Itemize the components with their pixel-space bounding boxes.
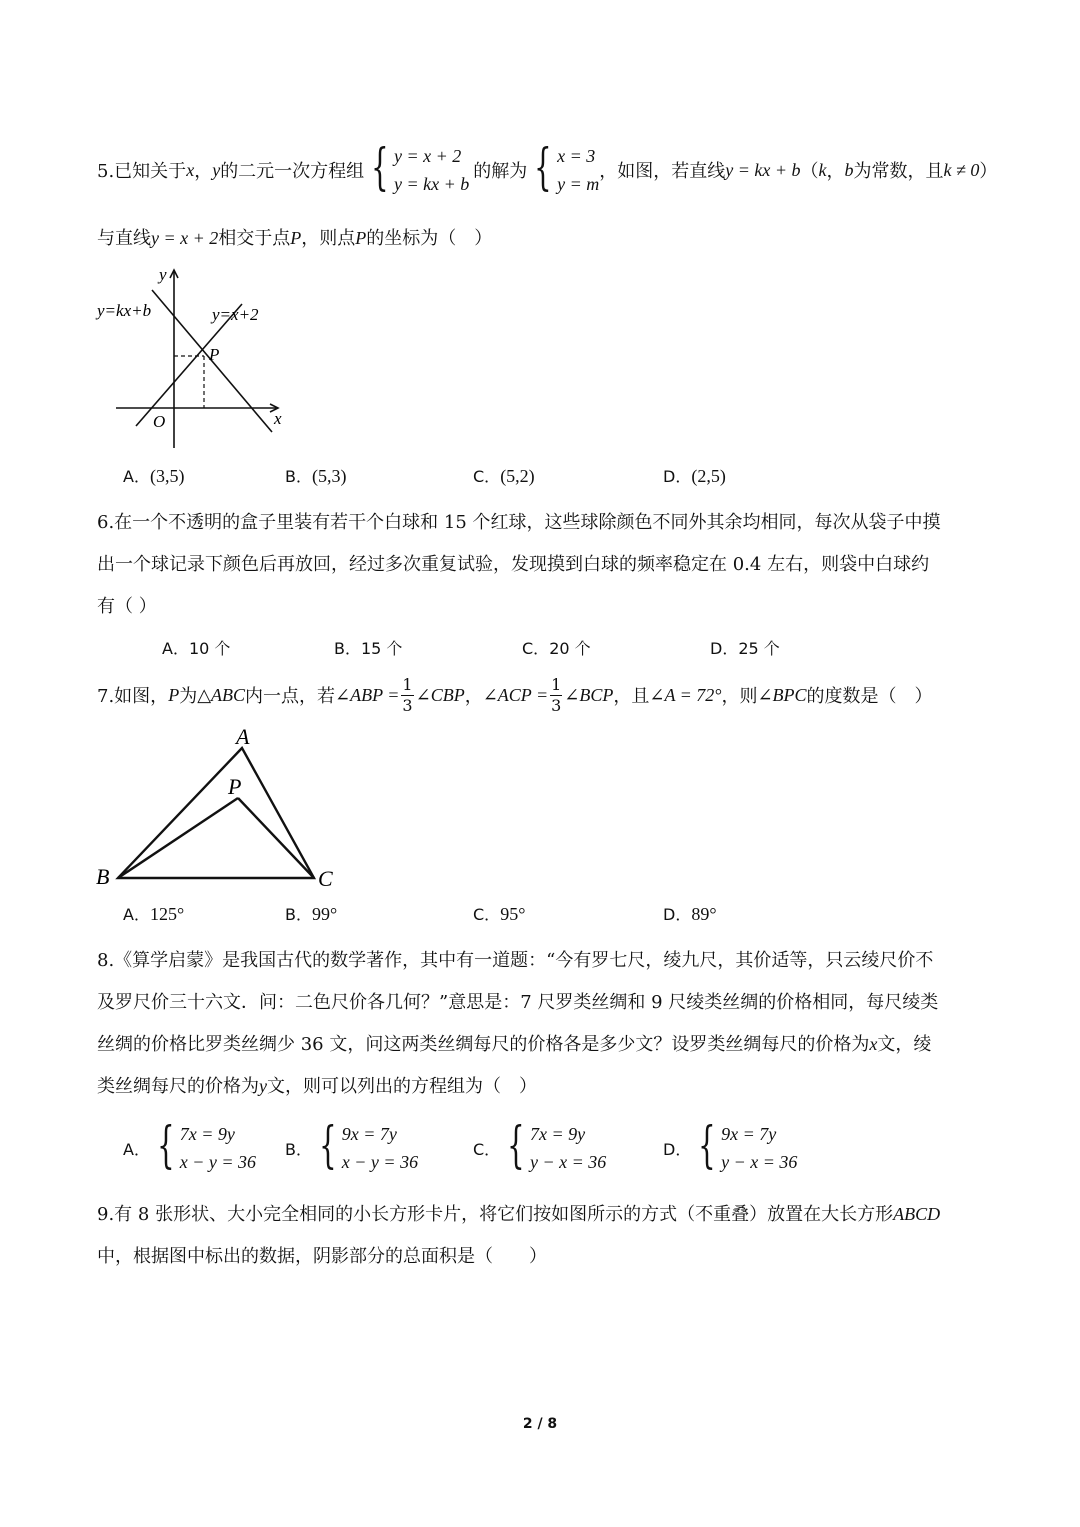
- option-c[interactable]: [473, 464, 535, 487]
- option-a[interactable]: [123, 464, 184, 487]
- q5-text: 的坐标为（ ）: [366, 228, 493, 249]
- q6-line2: 出一个球记录下颜色后再放回，经过多次重复试验，发现摸到白球的频率稳定在 0.4 左右，则袋中白球约: [97, 554, 930, 575]
- option-b[interactable]: [285, 902, 337, 925]
- equation-system-1: { y = x + 2 y = kx + b: [371, 138, 470, 196]
- option-letter: D．: [663, 1139, 692, 1159]
- option-letter: D．: [663, 905, 692, 924]
- label-line1: y=kx+b: [97, 301, 152, 320]
- option-letter: A．: [123, 1139, 150, 1159]
- q8-text: 文，绫: [877, 1034, 932, 1055]
- angle-expression: ∠BPC: [757, 684, 807, 705]
- q7-text: 7.如图，: [97, 686, 169, 707]
- q5-text: 的二元一次方程组: [220, 161, 365, 182]
- label-a: A: [236, 724, 250, 749]
- equation: y − x = 36: [530, 1152, 607, 1172]
- var-y: y: [259, 1076, 267, 1096]
- q8-line3: [97, 1030, 931, 1056]
- option-letter: C．: [522, 639, 550, 658]
- option-d[interactable]: [710, 636, 780, 659]
- label-p: P: [228, 774, 242, 799]
- option-letter: A．: [162, 639, 189, 658]
- equation: x = 3: [557, 146, 596, 166]
- option-c[interactable]: [473, 902, 525, 925]
- q9-line2: 中，根据图中标出的数据，阴影部分的总面积是（ ）: [97, 1246, 547, 1267]
- fraction-one-third: [401, 675, 413, 716]
- option-letter: C．: [473, 1139, 501, 1159]
- angle-expression: ∠ABP =: [335, 684, 400, 705]
- option-value: (5,3): [311, 466, 347, 486]
- option-value: (5,2): [500, 466, 535, 486]
- q6-line3: 有（ ）: [97, 596, 157, 617]
- q5-text: 与直线: [97, 228, 151, 249]
- numerator: 1: [551, 674, 562, 694]
- option-a[interactable]: [123, 902, 184, 925]
- option-letter: B．: [334, 639, 361, 658]
- q5-line1: [97, 140, 997, 200]
- comma: ，: [464, 686, 483, 707]
- option-b[interactable]: [285, 464, 346, 487]
- angle-expression: ∠ACP =: [482, 684, 549, 705]
- q8-text: 类丝绸每尺的价格为: [97, 1076, 259, 1097]
- point-p: P: [168, 684, 180, 705]
- equation: y = x + 2: [394, 146, 462, 166]
- equation: y = kx + b: [725, 159, 801, 180]
- option-letter: D．: [710, 639, 739, 658]
- equation: 7x = 9y: [530, 1124, 586, 1144]
- q7-text: 内一点，若: [245, 686, 336, 707]
- angle-expression: ∠CBP: [415, 684, 465, 705]
- equation: 7x = 9y: [179, 1124, 235, 1144]
- var-y: y: [212, 159, 221, 180]
- q5-options: [123, 464, 823, 488]
- q8-text: 文，则可以列出的方程组为（ ）: [267, 1076, 537, 1097]
- q8-options: [123, 1116, 843, 1180]
- q6-options: [162, 636, 862, 660]
- q5-text: 的解为: [473, 161, 528, 182]
- option-value: 99°: [311, 904, 338, 924]
- q7-options: [123, 902, 823, 926]
- segment-bp: [118, 798, 238, 878]
- q5-graph: [92, 262, 302, 454]
- equation-system: { 9x = 7y x − y = 36: [319, 1116, 419, 1174]
- option-b[interactable]: [285, 1116, 418, 1180]
- equation: y = kx + b: [394, 174, 470, 194]
- label-y: y: [159, 265, 167, 284]
- fraction-one-third: [550, 675, 562, 716]
- q8-line2: 及罗尺价三十六文．问：二色尺价各几何？”意思是：7 尺罗类丝绸和 9 尺绫类丝绸的价格相同，每尺绫类: [97, 992, 939, 1013]
- angle-expression: ∠A = 72°: [649, 684, 722, 705]
- option-value: 125°: [149, 904, 185, 924]
- q5-text: 相交于点: [218, 228, 291, 249]
- option-letter: C．: [473, 905, 501, 924]
- equation: 9x = 7y: [721, 1124, 777, 1144]
- option-d[interactable]: [663, 1116, 797, 1180]
- label-c: C: [318, 866, 333, 891]
- label-p: P: [209, 345, 220, 364]
- q7-triangle-figure: [92, 722, 352, 894]
- option-value: (2,5): [691, 466, 726, 486]
- equation-system: { 9x = 7y y − x = 36: [698, 1116, 798, 1174]
- q8-line1: 8.《算学启蒙》是我国古代的数学著作，其中有一道题：“今有罗七尺，绫九尺，其价适等，只云绫尺价不: [97, 950, 934, 971]
- q5-text: 5.已知关于: [97, 161, 187, 182]
- angle-expression: ∠BCP: [564, 684, 614, 705]
- equation-system: { 7x = 9y y − x = 36: [507, 1116, 607, 1174]
- q9-text: 9.有 8 张形状、大小完全相同的小长方形卡片，将它们按如图所示的方式（不重叠）放置在大长方形: [97, 1204, 894, 1225]
- equation-system: { 7x = 9y x − y = 36: [157, 1116, 257, 1174]
- option-letter: A．: [123, 905, 150, 924]
- option-c[interactable]: [522, 636, 591, 659]
- option-value: 89°: [691, 904, 717, 924]
- equation: y = m: [557, 174, 600, 194]
- comma: ，: [826, 161, 845, 182]
- q5-text: ）: [979, 161, 998, 182]
- equation: x − y = 36: [341, 1152, 419, 1172]
- var-x: x: [186, 159, 195, 180]
- q5-line2: [97, 224, 492, 250]
- option-letter: B．: [285, 905, 312, 924]
- point-p: P: [290, 228, 302, 248]
- option-a[interactable]: [162, 636, 230, 659]
- option-letter: D．: [663, 467, 692, 486]
- option-value: 15 个: [360, 639, 403, 658]
- label-x: x: [274, 409, 282, 428]
- option-value: 25 个: [738, 639, 780, 658]
- q9-line1: [97, 1200, 940, 1226]
- equation: y − x = 36: [721, 1152, 798, 1172]
- q7-text: ，则: [721, 686, 758, 707]
- option-c[interactable]: [473, 1116, 606, 1180]
- option-d[interactable]: [663, 902, 717, 925]
- var-x: x: [869, 1034, 878, 1054]
- q7-text: 的度数是（ ）: [806, 686, 933, 707]
- option-value: 95°: [500, 904, 526, 924]
- equation: y = x + 2: [151, 228, 219, 248]
- option-a[interactable]: [123, 1116, 256, 1180]
- option-b[interactable]: [334, 636, 402, 659]
- q5-text: （: [800, 161, 819, 182]
- label-line2: y=x+2: [212, 305, 259, 324]
- option-letter: A．: [123, 467, 150, 486]
- var-b: b: [844, 159, 854, 180]
- var-k: k: [818, 159, 827, 180]
- page-number: 2 / 8: [522, 1416, 558, 1432]
- option-d[interactable]: [663, 464, 726, 487]
- equation: 9x = 7y: [341, 1124, 397, 1144]
- rectangle-abcd: ABCD: [893, 1204, 941, 1224]
- q7-line: [97, 672, 933, 718]
- inequality: k ≠ 0: [943, 159, 980, 180]
- q8-line4: [97, 1072, 537, 1098]
- comma: ，: [194, 161, 213, 182]
- q5-text: 为常数，且: [853, 161, 944, 182]
- point-p: P: [355, 228, 367, 248]
- q5-text: ，如图，若直线: [599, 161, 726, 182]
- option-letter: C．: [473, 467, 501, 486]
- option-value: (3,5): [149, 466, 185, 486]
- option-value: 20 个: [549, 639, 591, 658]
- label-b: B: [96, 864, 110, 889]
- option-letter: B．: [285, 467, 312, 486]
- solution-system: { x = 3 y = m: [534, 138, 600, 196]
- denominator: 3: [402, 695, 413, 715]
- option-value: 10 个: [188, 639, 231, 658]
- q6-line1: 6.在一个不透明的盒子里装有若干个白球和 15 个红球，这些球除颜色不同外其余均相同，每次从袋子中摸: [97, 512, 941, 533]
- equation: x − y = 36: [179, 1152, 257, 1172]
- triangle-abc: △ABC: [197, 684, 246, 705]
- denominator: 3: [551, 695, 562, 715]
- q7-text: 为: [179, 686, 198, 707]
- option-letter: B．: [285, 1139, 312, 1159]
- q7-text: ，且: [613, 686, 650, 707]
- label-origin: O: [153, 412, 166, 431]
- numerator: 1: [402, 674, 413, 694]
- q5-text: ，则点: [301, 228, 356, 249]
- q8-text: 丝绸的价格比罗类丝绸少 36 文，问这两类丝绸每尺的价格各是多少文？设罗类丝绸每尺的价格为: [97, 1034, 870, 1055]
